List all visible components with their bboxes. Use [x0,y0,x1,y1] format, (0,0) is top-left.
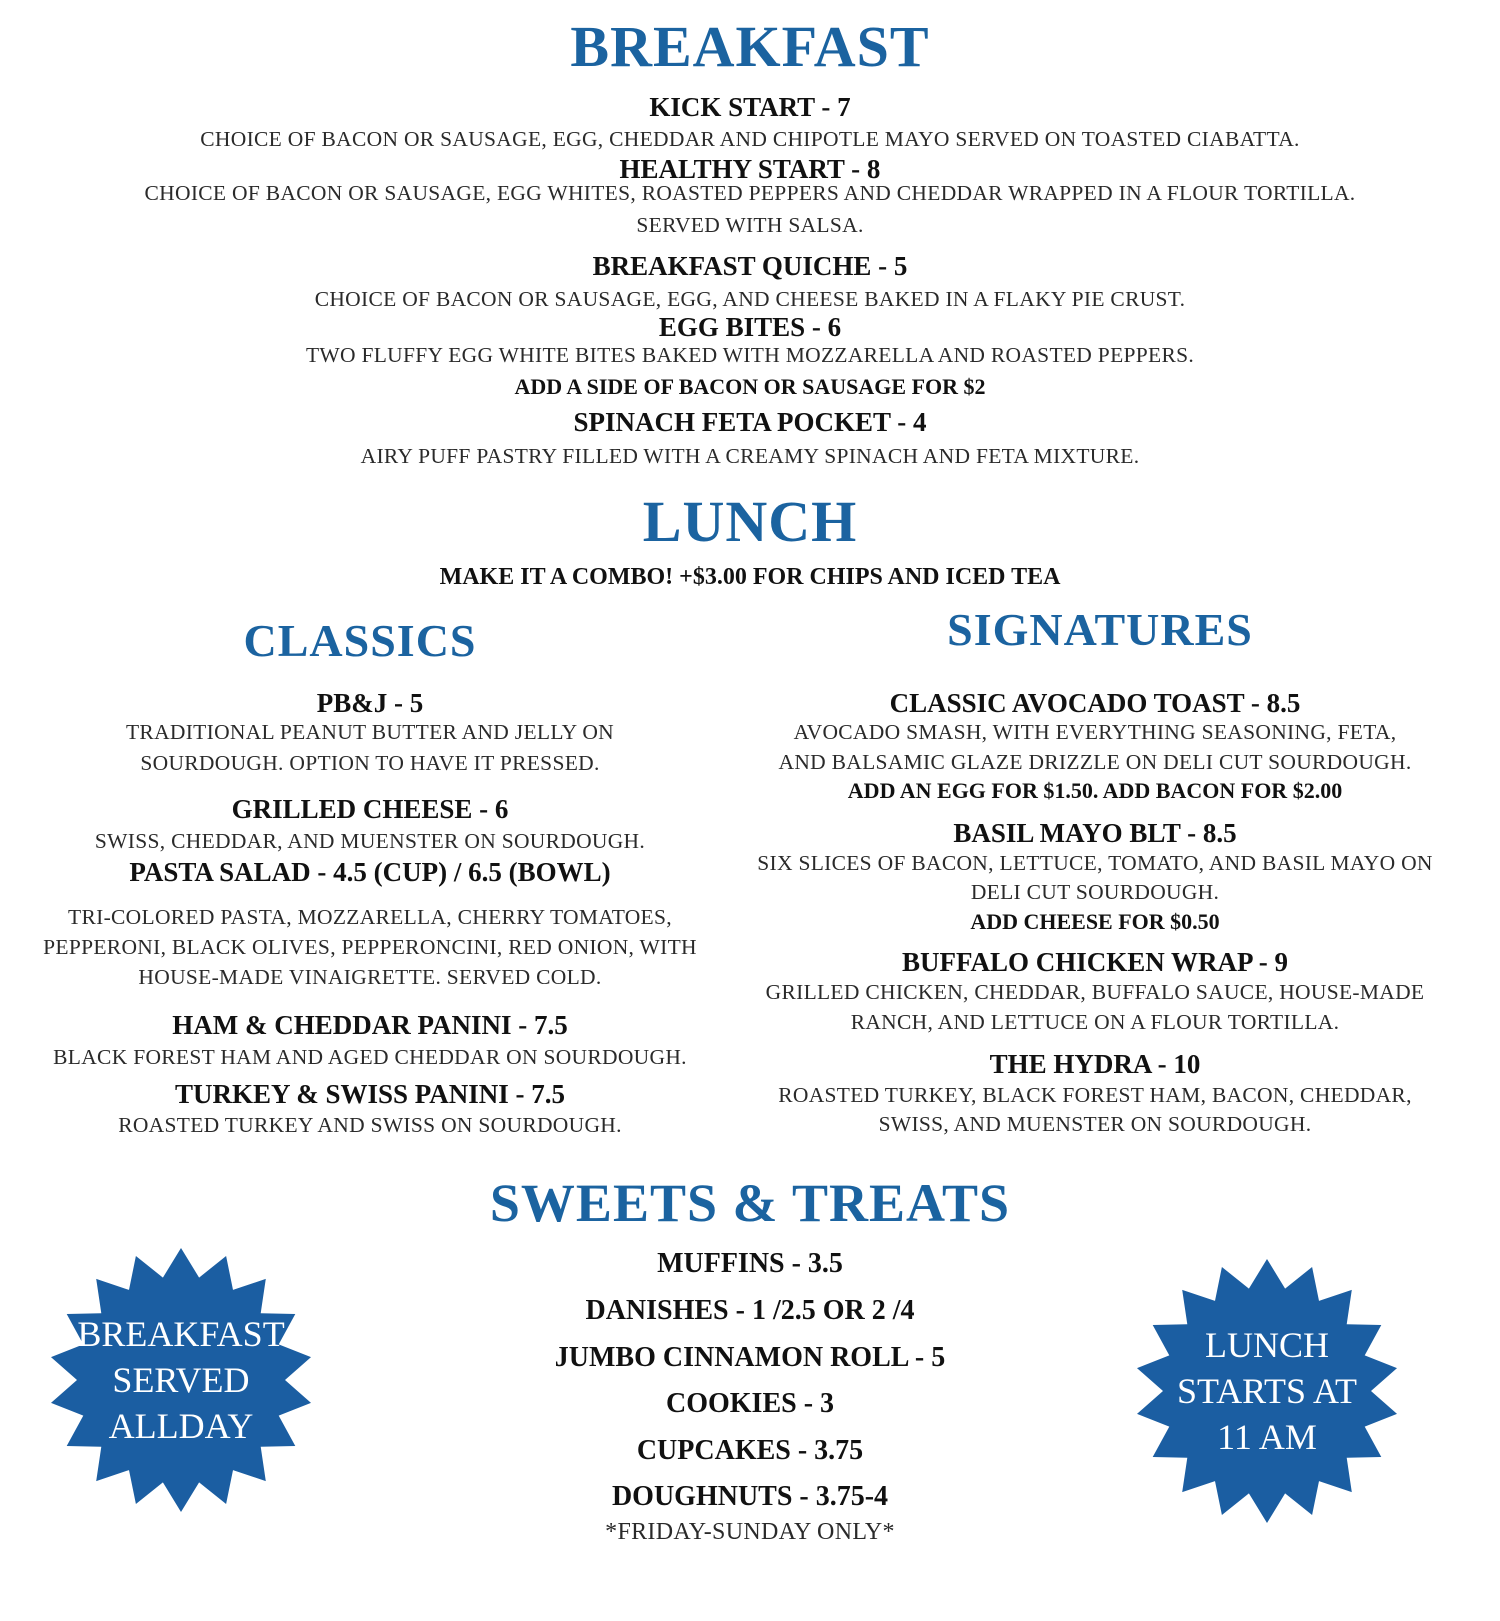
menu-item-description: AVOCADO SMASH, WITH EVERYTHING SEASONING, FETA, [793,720,1397,744]
combo-note: MAKE IT A COMBO! +$3.00 FOR CHIPS AND ICED TEA [439,564,1061,590]
badge-text [48,1311,314,1449]
menu-item-description: DELI CUT SOURDOUGH. [970,880,1220,904]
signatures-heading: SIGNATURES [947,604,1253,655]
sweets-item: CUPCAKES - 3.75 [636,1435,864,1466]
badge-line: 11 AM [1217,1417,1317,1457]
menu-item-title: THE HYDRA - 10 [989,1049,1201,1079]
menu-item-title: HEALTHY START - 8 [619,154,881,184]
menu-item-description: TWO FLUFFY EGG WHITE BITES BAKED WITH MOZZARELLA AND ROASTED PEPPERS. [305,343,1195,367]
menu-item-description: SERVED WITH SALSA. [636,213,864,237]
menu-item-title: PASTA SALAD - 4.5 (CUP) / 6.5 (BOWL) [129,857,611,887]
menu-item-title: EGG BITES - 6 [658,312,842,342]
breakfast-all-day-badge [48,1247,314,1513]
menu-item-description: SWISS, AND MUENSTER ON SOURDOUGH. [878,1112,1312,1136]
menu-item-title: CLASSIC AVOCADO TOAST - 8.5 [889,688,1301,718]
menu-item-description: HOUSE-MADE VINAIGRETTE. SERVED COLD. [138,965,602,989]
sweets-item: MUFFINS - 3.5 [657,1248,843,1279]
menu-item-addon-note: ADD A SIDE OF BACON OR SAUSAGE FOR $2 [514,374,986,399]
lunch-heading: LUNCH [642,489,858,554]
menu-item-description: BLACK FOREST HAM AND AGED CHEDDAR ON SOURDOUGH. [53,1045,687,1069]
menu-item-title: KICK START - 7 [649,92,851,122]
menu-item-description: SOURDOUGH. OPTION TO HAVE IT PRESSED. [140,751,600,775]
badge-line: BREAKFAST [77,1314,285,1354]
menu-item-addon-note: ADD AN EGG FOR $1.50. ADD BACON FOR $2.00 [847,778,1343,803]
menu-item-description: CHOICE OF BACON OR SAUSAGE, EGG WHITES, ROASTED PEPPERS AND CHEDDAR WRAPPED IN A FLOUR TORTILLA. [144,181,1356,205]
badge-line: SERVED [112,1360,250,1400]
sweets-footnote: *FRIDAY-SUNDAY ONLY* [605,1519,895,1545]
menu-item-description: TRI-COLORED PASTA, MOZZARELLA, CHERRY TOMATOES, [68,905,672,929]
badge-line: LUNCH [1205,1325,1329,1365]
lunch-start-time-badge [1134,1258,1400,1524]
sweets-item: DOUGHNUTS - 3.75-4 [611,1481,889,1512]
sweets-item: JUMBO CINNAMON ROLL - 5 [554,1342,946,1373]
menu-item-description: CHOICE OF BACON OR SAUSAGE, EGG, CHEDDAR AND CHIPOTLE MAYO SERVED ON TOASTED CIABATTA. [200,127,1300,151]
menu-item-description: SIX SLICES OF BACON, LETTUCE, TOMATO, AND BASIL MAYO ON [757,851,1433,875]
badge-line: STARTS AT [1177,1371,1357,1411]
sweets-item: COOKIES - 3 [665,1388,835,1419]
menu-item-title: SPINACH FETA POCKET - 4 [573,407,927,437]
menu-item-description: GRILLED CHICKEN, CHEDDAR, BUFFALO SAUCE, HOUSE-MADE [765,980,1425,1004]
menu-item-description: RANCH, AND LETTUCE ON A FLOUR TORTILLA. [850,1010,1340,1034]
menu-item-title: HAM & CHEDDAR PANINI - 7.5 [172,1010,568,1040]
menu-item-description: AND BALSAMIC GLAZE DRIZZLE ON DELI CUT SOURDOUGH. [778,750,1412,774]
menu-item-title: GRILLED CHEESE - 6 [231,794,509,824]
menu-item-description: TRADITIONAL PEANUT BUTTER AND JELLY ON [126,720,614,744]
breakfast-heading: BREAKFAST [570,14,930,79]
menu-item-description: SWISS, CHEDDAR, AND MUENSTER ON SOURDOUGH. [94,829,646,853]
menu-item-addon-note: ADD CHEESE FOR $0.50 [970,909,1220,934]
menu-item-title: PB&J - 5 [316,688,424,718]
badge-line: ALLDAY [108,1406,254,1446]
menu-item-description: PEPPERONI, BLACK OLIVES, PEPPERONCINI, RED ONION, WITH [43,935,697,959]
badge-text [1134,1322,1400,1460]
menu-item-title: BASIL MAYO BLT - 8.5 [953,818,1237,848]
classics-heading: CLASSICS [243,615,477,666]
menu-item-description: ROASTED TURKEY, BLACK FOREST HAM, BACON, CHEDDAR, [778,1083,1412,1107]
menu-item-title: TURKEY & SWISS PANINI - 7.5 [174,1079,566,1109]
sweets-heading: SWEETS & TREATS [489,1173,1011,1233]
menu-item-title: BUFFALO CHICKEN WRAP - 9 [901,947,1288,977]
menu-item-description: AIRY PUFF PASTRY FILLED WITH A CREAMY SPINACH AND FETA MIXTURE. [360,444,1140,468]
menu-item-description: CHOICE OF BACON OR SAUSAGE, EGG, AND CHEESE BAKED IN A FLAKY PIE CRUST. [314,287,1186,311]
menu-item-description: ROASTED TURKEY AND SWISS ON SOURDOUGH. [118,1113,622,1137]
menu-item-title: BREAKFAST QUICHE - 5 [592,251,908,281]
sweets-item: DANISHES - 1 /2.5 OR 2 /4 [585,1295,915,1326]
